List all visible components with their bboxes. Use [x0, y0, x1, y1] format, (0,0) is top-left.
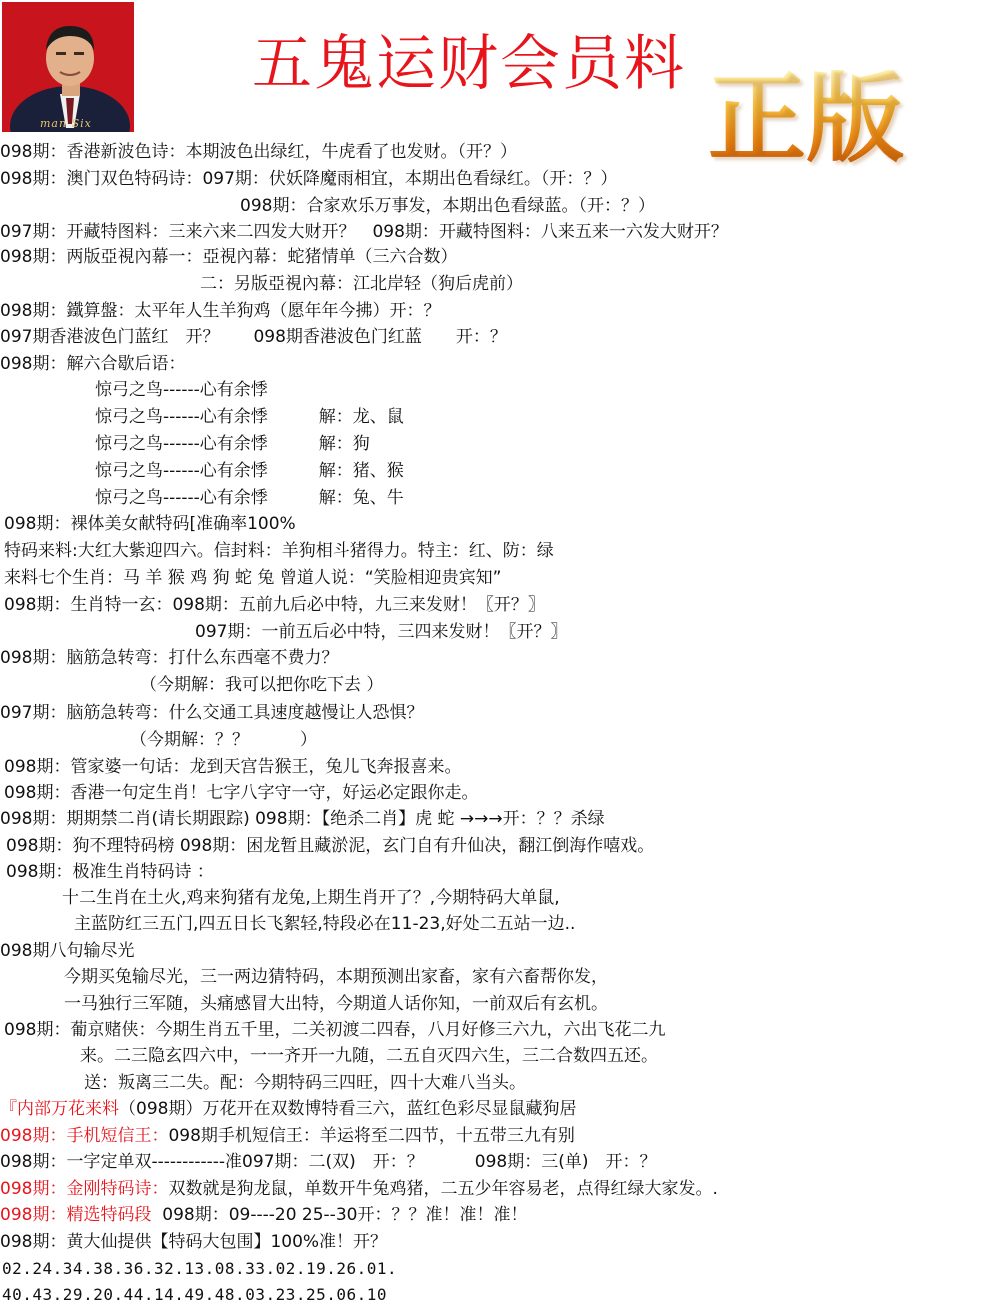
text-line: 今期买兔输尽光，三一两边猜特码，本期预测出家畜，家有六畜帮你发，: [64, 967, 608, 987]
text-line: 097期：开藏特图料：三来六来二四发大财开？ 098期：开藏特图料：八来五来一六发大财开？: [0, 222, 728, 242]
text-line: （今期解：我可以把你吃下去 ）: [140, 675, 384, 695]
text-line: 惊弓之鸟------心有余悸 解：猪、猴: [95, 461, 404, 481]
text-line: （今期解：？？ ）: [130, 730, 317, 750]
text-line: 十二生肖在土火,鸡来狗猪有龙兔,上期生肖开了？,今期特码大单鼠,: [62, 888, 560, 908]
jingang-line: [0, 1178, 718, 1200]
text-line: 098期：葡京赌侠：今期生肖五千里，二关初渡二四春，八月好修三六九，六出飞花二九: [4, 1020, 666, 1040]
text-line: 一马独行三军随，头痛感冒大出特，今期道人话你知，一前双后有玄机。: [64, 994, 608, 1014]
text-line: 送：叛离三二失。配：今期特码三四旺，四十大难八当头。: [84, 1073, 526, 1093]
text-line: 特码来料:大红大紫迎四六。信封料：羊狗相斗猪得力。特主：红、防：绿: [4, 541, 554, 561]
sms-text: 098期手机短信王：羊运将至二四节，十五带三九有别: [168, 1126, 575, 1146]
text-line: 098期：脑筋急转弯：打什么东西毫不费力？: [0, 648, 339, 668]
text-line: 098期：澳门双色特码诗：097期：伏妖降魔雨相宜，本期出色看绿红。（开：？）: [0, 169, 618, 189]
text-line: 098期：狗不理特码榜 098期：困龙暂且藏淤泥，玄门自有升仙决，翻江倒海作嘻戏。: [6, 836, 655, 856]
text-line: 来料七个生肖：马 羊 猴 鸡 狗 蛇 兔 曾道人说：“笑脸相迎贵宾知”: [4, 568, 502, 588]
text-line: 来。二三隐玄四六中，一一齐开一九随，二五自灭四六生，三二合数四五还。: [80, 1046, 658, 1066]
text-line: 097期：一前五后必中特，三四来发财！〖开？〗: [195, 622, 568, 642]
wanhua-label: 『内部万花来料: [0, 1099, 119, 1119]
text-line: 097期香港波色门蓝红 开？ 098期香港波色门红蓝 开：？: [0, 327, 507, 347]
number-row: 40.43.29.20.44.14.49.48.03.23.25.06.10: [2, 1285, 388, 1304]
text-line: 098期：两版亞視內幕一：亞視內幕：蛇猪情单（三六合数）: [0, 247, 458, 267]
text-line: 惊弓之鸟------心有余悸 解：兔、牛: [95, 488, 404, 508]
page-title: 五鬼运财会员料: [252, 29, 686, 99]
text-line: 098期：解六合歇后语：: [0, 354, 186, 374]
sms-label: 098期：手机短信王：: [0, 1126, 169, 1146]
text-line: 098期：裸体美女献特码[准确率100%: [4, 514, 296, 534]
text-line: 二：另版亞視內幕：江北岸轻（狗后虎前）: [200, 274, 523, 294]
wanhua-text: （098期）万花开在双数博特看三六，蓝红色彩尽显鼠藏狗居: [119, 1099, 577, 1119]
jingxuan-line: [0, 1204, 527, 1226]
text-line: 主蓝防红三五门,四五日长飞絮轻,特段必在11-23,好处二五站一边..: [74, 914, 576, 934]
text-line: 097期：脑筋急转弯：什么交通工具速度越慢让人恐惧？: [0, 703, 424, 723]
text-line: 098期：黄大仙提供【特码大包围】100%准！开？: [0, 1232, 388, 1252]
portrait-signature: man Six: [40, 117, 92, 130]
text-line: 098期：一字定单双------------准097期：二(双) 开：？ 098期：三(单) 开：？: [0, 1152, 657, 1172]
jingang-label: 098期：金刚特码诗：: [0, 1179, 169, 1199]
text-line: 098期：香港新波色诗：本期波色出绿红，牛虎看了也发财。（开？）: [0, 142, 517, 162]
text-line: 098期：极准生肖特码诗 ：: [6, 862, 214, 882]
text-line: 098期八句输尽光: [0, 941, 135, 961]
wanhua-line: [0, 1098, 576, 1120]
text-line: 惊弓之鸟------心有余悸 解：龙、鼠: [95, 407, 404, 427]
text-line: 惊弓之鸟------心有余悸: [95, 380, 268, 400]
text-line: 098期：生肖特一玄：098期：五前九后必中特，九三来发财！〖开？〗: [4, 595, 545, 615]
jingxuan-text: 098期：09----20 25--30开：？？准！准！准！: [162, 1205, 528, 1225]
text-line: 惊弓之鸟------心有余悸 解：狗: [95, 434, 370, 454]
text-line: 098期：鐵算盤：太平年人生羊狗鸡（愿年年今拂）开：？: [0, 301, 441, 321]
text-line: 098期：管家婆一句话：龙到天宫告猴王，兔儿飞奔报喜来。: [4, 757, 462, 777]
authentic-stamp: 正版: [708, 61, 905, 176]
jingang-text: 双数就是狗龙鼠，单数开牛兔鸡猪，二五少年容易老，点得红绿大家发。.: [168, 1179, 718, 1199]
portrait-photo: [2, 2, 134, 132]
jingxuan-label: 098期：精选特码段: [0, 1205, 152, 1225]
portrait-graphic: [2, 2, 134, 132]
sms-line: [0, 1125, 575, 1147]
number-row: 02.24.34.38.36.32.13.08.33.02.19.26.01.: [2, 1259, 398, 1278]
text-line: 098期：合家欢乐万事发，本期出色看绿蓝。（开：？）: [240, 196, 655, 216]
text-line: 098期：期期禁二肖(请长期跟踪) 098期：【绝杀二肖】虎 蛇 →→→开：？？杀绿: [0, 809, 605, 829]
text-line: 098期：香港一句定生肖！七字八字守一守，好运必定跟你走。: [4, 783, 479, 803]
